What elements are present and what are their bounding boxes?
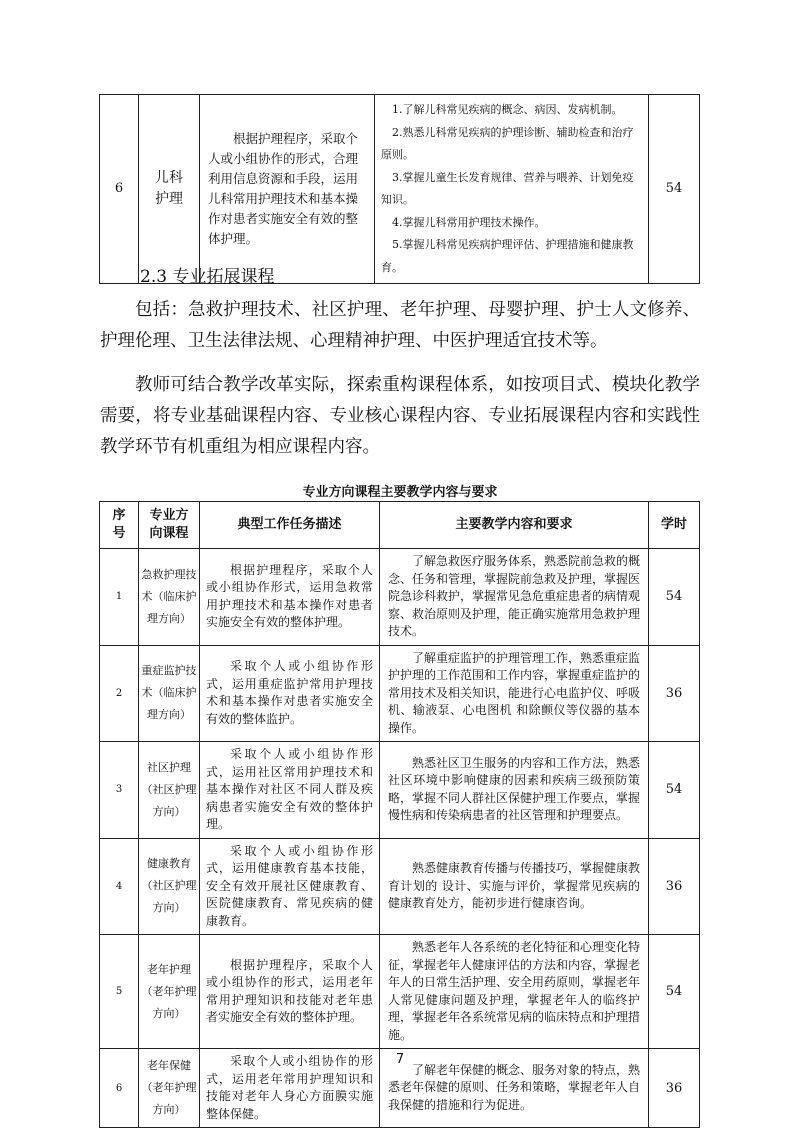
hours: 54 xyxy=(649,742,700,839)
table-header-row xyxy=(100,502,700,549)
course-name: 急救护理技术（临床护理方向） xyxy=(139,549,200,646)
content-item: 1.了解儿科常见疾病的概念、病因、发病机制。 xyxy=(392,103,623,116)
table-row xyxy=(100,95,700,284)
header-course-text: 专业方向课程 xyxy=(149,508,189,541)
task-description: 采取个人或小组协作形式，运用健康教育基本技能，安全有效开展社区健康教育、医院健康教育、常见疾病的健康教育。 xyxy=(200,838,380,935)
header-num xyxy=(100,502,139,549)
header-num-text: 序号 xyxy=(112,508,126,541)
content-item: 4.掌握儿科常用护理技术操作。 xyxy=(392,215,546,229)
page-number: 7 xyxy=(395,1052,405,1067)
task-description: 根据护理程序，采取个人或小组协作的形式，运用老年常用护理知识和技能对老年患者实施安全有效的整体护理。 xyxy=(200,935,380,1049)
course-name: 健康教育（社区护理方向） xyxy=(139,838,200,935)
task-description: 根据护理程序，采取个人或小组协作形式，运用急救常用护理技术和基本操作对患者实施安全有效的整体护理。 xyxy=(200,549,380,646)
table-row xyxy=(100,645,700,742)
hours: 54 xyxy=(649,935,700,1049)
row-number: 6 xyxy=(100,95,139,284)
task-description: 采取个人或小组协作的形式，运用老年常用护理知识和技能对老年人身心方面膜实施整体保健。 xyxy=(200,1049,380,1128)
section-heading: 2.3 专业拓展课程 xyxy=(140,267,275,287)
task-description: 采取个人或小组协作形式，运用重症监护常用护理技术和基本操作对患者实施安全有效的整体监护。 xyxy=(200,645,380,742)
table-caption: 专业方向课程主要教学内容与要求 xyxy=(302,485,498,500)
table-row xyxy=(100,742,700,839)
table-row xyxy=(100,838,700,935)
teaching-content: 了解重症监护的护理管理工作，熟悉重症监护护理的工作范围和工作内容，掌握重症监护的常用技术及相关知识，能进行心电监护仪、呼吸机、输液泵、心电图机 和除颤仪等仪器的基本操作。 xyxy=(380,645,649,742)
row-number: 2 xyxy=(100,645,139,742)
teaching-content: 熟悉社区卫生服务的内容和工作方法，熟悉社区环境中影响健康的因素和疾病三级预防策略，掌握不同人群社区保健护理工作要点，掌握慢性病和传染病患者的社区管理和护理要点。 xyxy=(380,742,649,839)
hours: 36 xyxy=(649,838,700,935)
row-number: 5 xyxy=(100,935,139,1049)
task-description: 根据护理程序，采取个人或小组协作的形式，合理利用信息资源和手段，运用儿科常用护理技术和基本操作对患者实施安全有效的整体护理。 xyxy=(200,95,375,284)
task-description: 采取个人或小组协作形式，运用社区常用护理技术和基本操作对社区不同人群及疾病患者实施安全有效的整体护理。 xyxy=(200,742,380,839)
row-number: 1 xyxy=(100,549,139,646)
header-content: 主要教学内容和要求 xyxy=(380,502,649,549)
teaching-content: 熟悉健康教育传播与传播技巧，掌握健康教育计划的 设计、实施与评价，掌握常见疾病的健康教育处方，能初步进行健康咨询。 xyxy=(380,838,649,935)
course-name xyxy=(139,95,200,284)
table-row xyxy=(100,935,700,1049)
content-item: 5.掌握儿科常见疾病护理评估、护理措施和健康教育。 xyxy=(381,238,634,274)
hours: 54 xyxy=(649,95,700,284)
teaching-content: 熟悉老年人各系统的老化特征和心理变化特征，掌握老年人健康评估的方法和内容，掌握老年人的日常生活护理、安全用药原则，掌握老年人常见健康问题及护理，掌握老年人的临终护理，掌握老年各系统常见病的临床特点和护理措施。 xyxy=(380,935,649,1049)
table-row xyxy=(100,549,700,646)
hours: 36 xyxy=(649,645,700,742)
curriculum-table-continued xyxy=(99,94,700,284)
row-number: 3 xyxy=(100,742,139,839)
content-item: 3.掌握儿童生长发育规律、营养与喂养、计划免疫知识。 xyxy=(381,170,634,206)
row-number: 4 xyxy=(100,838,139,935)
row-number: 6 xyxy=(100,1049,139,1128)
teaching-content xyxy=(375,95,649,284)
course-name-text: 儿科护理 xyxy=(154,170,183,207)
header-task: 典型工作任务描述 xyxy=(200,502,380,549)
course-name: 重症监护技术（临床护理方向） xyxy=(139,645,200,742)
content-item: 2.熟悉儿科常见疾病的护理诊断、辅助检查和治疗原则。 xyxy=(381,125,634,161)
teaching-content: 了解老年保健的概念、服务对象的特点，熟悉老年保健的原则、任务和策略，掌握老年人自我保健的措施和行为促进。 xyxy=(380,1049,649,1128)
course-name: 社区护理（社区护理方向） xyxy=(139,742,200,839)
direction-courses-table xyxy=(99,501,700,1128)
paragraph-teaching-reform: 教师可结合教学改革实际，探索重构课程体系，如按项目式、模块化教学需要，将专业基础课程内容、专业核心课程内容、专业拓展课程内容和实践性教学环节有机重组为相应课程内容。 xyxy=(100,375,700,457)
header-course xyxy=(139,502,200,549)
course-name: 老年保健（老年护理方向） xyxy=(139,1049,200,1128)
paragraph-extension-courses: 包括：急救护理技术、社区护理、老年护理、母婴护理、护士人文修养、护理伦理、卫生法律法规、心理精神护理、中医护理适宜技术等。 xyxy=(100,300,700,351)
header-hours: 学时 xyxy=(649,502,700,549)
course-name: 老年护理（老年护理方向） xyxy=(139,935,200,1049)
hours: 54 xyxy=(649,549,700,646)
hours: 36 xyxy=(649,1049,700,1128)
teaching-content: 了解急救医疗服务体系，熟悉院前急救的概念、任务和管理，掌握院前急救及护理，掌握医院急诊科救护，掌握常见急危重症患者的病情观察、救治原则及护理，能正确实施常用急救护理技术。 xyxy=(380,549,649,646)
